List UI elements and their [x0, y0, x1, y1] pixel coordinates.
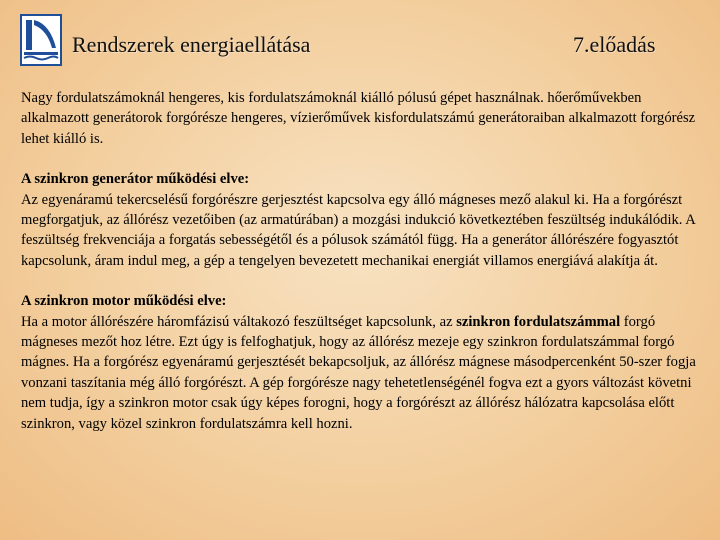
presentation-title: Rendszerek energiaellátása [72, 32, 311, 57]
motor-emphasis: szinkron fordulatszámmal [456, 313, 621, 330]
motor-text-before: Ha a motor állórészére háromfázisú váltakozó feszültséget kapcsolunk, az [21, 313, 457, 330]
university-logo-icon [20, 14, 62, 66]
generator-paragraph: Az egyenáramú tekercselésű forgórészre gerjesztést kapcsolva egy álló mágneses mező alakul ki. Ha a forgórészt megforgatjuk, az állórész vezetőiben (az armatúrában) a mozgási indukció következtében feszültség indukálódik. A feszültség frekvenciája a forgatás sebességétől és a pólusok számától függ. Ha a generátor állórészére fogyasztót kapcsolunk, áram indul meg, a gép a tengelyen bevezetett mechanikai energiát villamos energiává alakítja át. [21, 191, 696, 269]
generator-heading: A szinkron generátor működési elve: [21, 171, 250, 188]
slide-body [21, 88, 707, 434]
motor-paragraph [21, 312, 707, 434]
lecture-number: 7.előadás [573, 32, 656, 57]
intro-paragraph: Nagy fordulatszámoknál hengeres, kis fordulatszámoknál kiálló pólusú gépet használnak. hőerőművekben alkalmazott generátorok forgórésze hengeres, vízierőművek kisfordulatszámú generátoraiban alkalmazott forgórész lehet kiálló is. [21, 90, 696, 147]
motor-heading: A szinkron motor működési elve: [21, 293, 227, 310]
motor-text-after: forgó mágneses mezőt hoz létre. Ezt úgy is felfoghatjuk, hogy az állórész mezeje egy szinkron fordulatszámmal forgó mágnes. Ha a forgórész egyenáramú gerjesztését bekapcsoljuk, az állórész mágnese másodpercenként 50-szer fogja vonzani taszítania még álló forgórészt. A gép forgórésze nagy tehetetlenségénél fogva ezt a gyors változást követni nem tudja, így a szinkron motor csak úgy képes forogni, hogy a forgórészt az állórész hálózatra kapcsolása előtt szinkron, vagy közel szinkron fordulatszámra kell hozni. [21, 313, 696, 432]
